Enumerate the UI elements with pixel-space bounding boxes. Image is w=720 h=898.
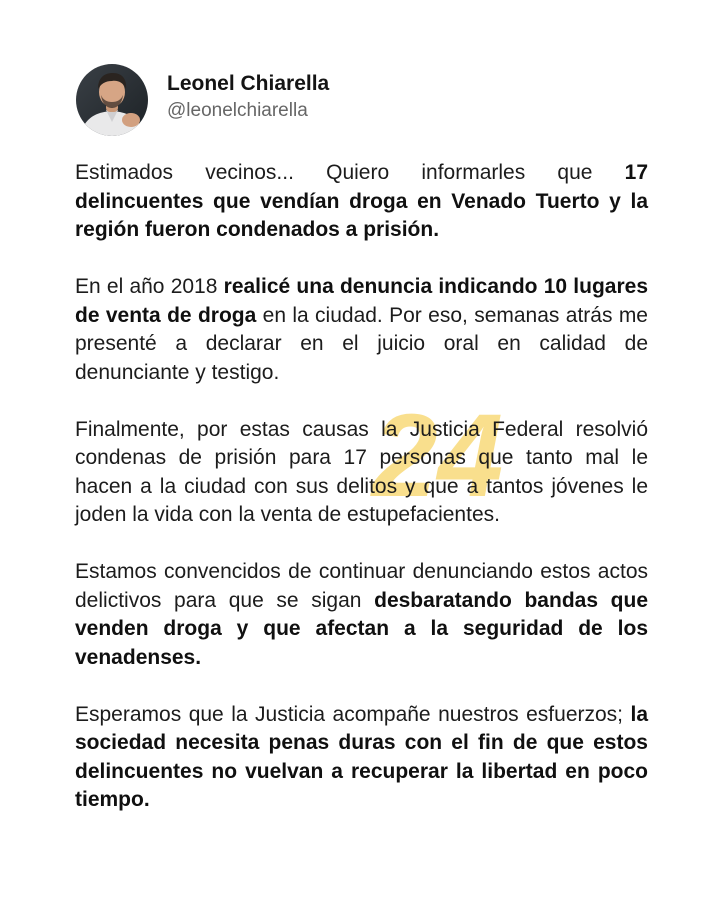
post-header bbox=[76, 64, 329, 136]
paragraph-1 bbox=[75, 159, 648, 245]
bold-segment: la sociedad necesita penas duras con el fin de que estos delincuentes no vuelvan a recuperar la libertad en poco tiempo. bbox=[75, 702, 648, 811]
bold-segment: desbaratando bandas que venden droga y que afectan a la seguridad de los venadenses. bbox=[75, 588, 648, 669]
paragraph-4 bbox=[75, 558, 648, 672]
profile-photo-icon bbox=[76, 64, 148, 136]
bold-segment: 17 delincuentes que vendían droga en Venado Tuerto y la región fueron condenados a prisión. bbox=[75, 161, 648, 241]
text-segment: Finalmente, por estas causas la Justicia Federal resolvió condenas de prisión para 17 personas que tanto mal le hacen a la ciudad con sus delitos y que a tantos jóvenes le joden la vida con la venta de estupefacientes. bbox=[75, 417, 648, 526]
bold-segment: realicé una denuncia indicando 10 lugares de venta de droga bbox=[75, 275, 648, 327]
author-identity bbox=[167, 70, 329, 124]
text-segment: Estamos convencidos de continuar denunciando estos actos delictivos para que se sigan bbox=[75, 560, 648, 612]
paragraph-5 bbox=[75, 701, 648, 815]
author-name[interactable]: Leonel Chiarella bbox=[167, 72, 330, 95]
author-handle[interactable]: @leonelchiarella bbox=[167, 100, 308, 121]
text-segment: Estimados vecinos... Quiero informarles que bbox=[75, 161, 625, 184]
watermark-text: 24 bbox=[372, 392, 504, 512]
text-segment: Esperamos que la Justicia acompañe nuestros esfuerzos; bbox=[75, 702, 631, 726]
paragraph-2 bbox=[75, 273, 648, 387]
text-segment: en la ciudad. Por eso, semanas atrás me presenté a declarar en el juicio oral en calidad de denunciante y testigo. bbox=[75, 303, 648, 384]
avatar[interactable] bbox=[76, 64, 148, 136]
paragraph-3 bbox=[75, 416, 648, 530]
post-body bbox=[75, 159, 648, 843]
text-segment: En el año 2018 bbox=[75, 275, 224, 298]
